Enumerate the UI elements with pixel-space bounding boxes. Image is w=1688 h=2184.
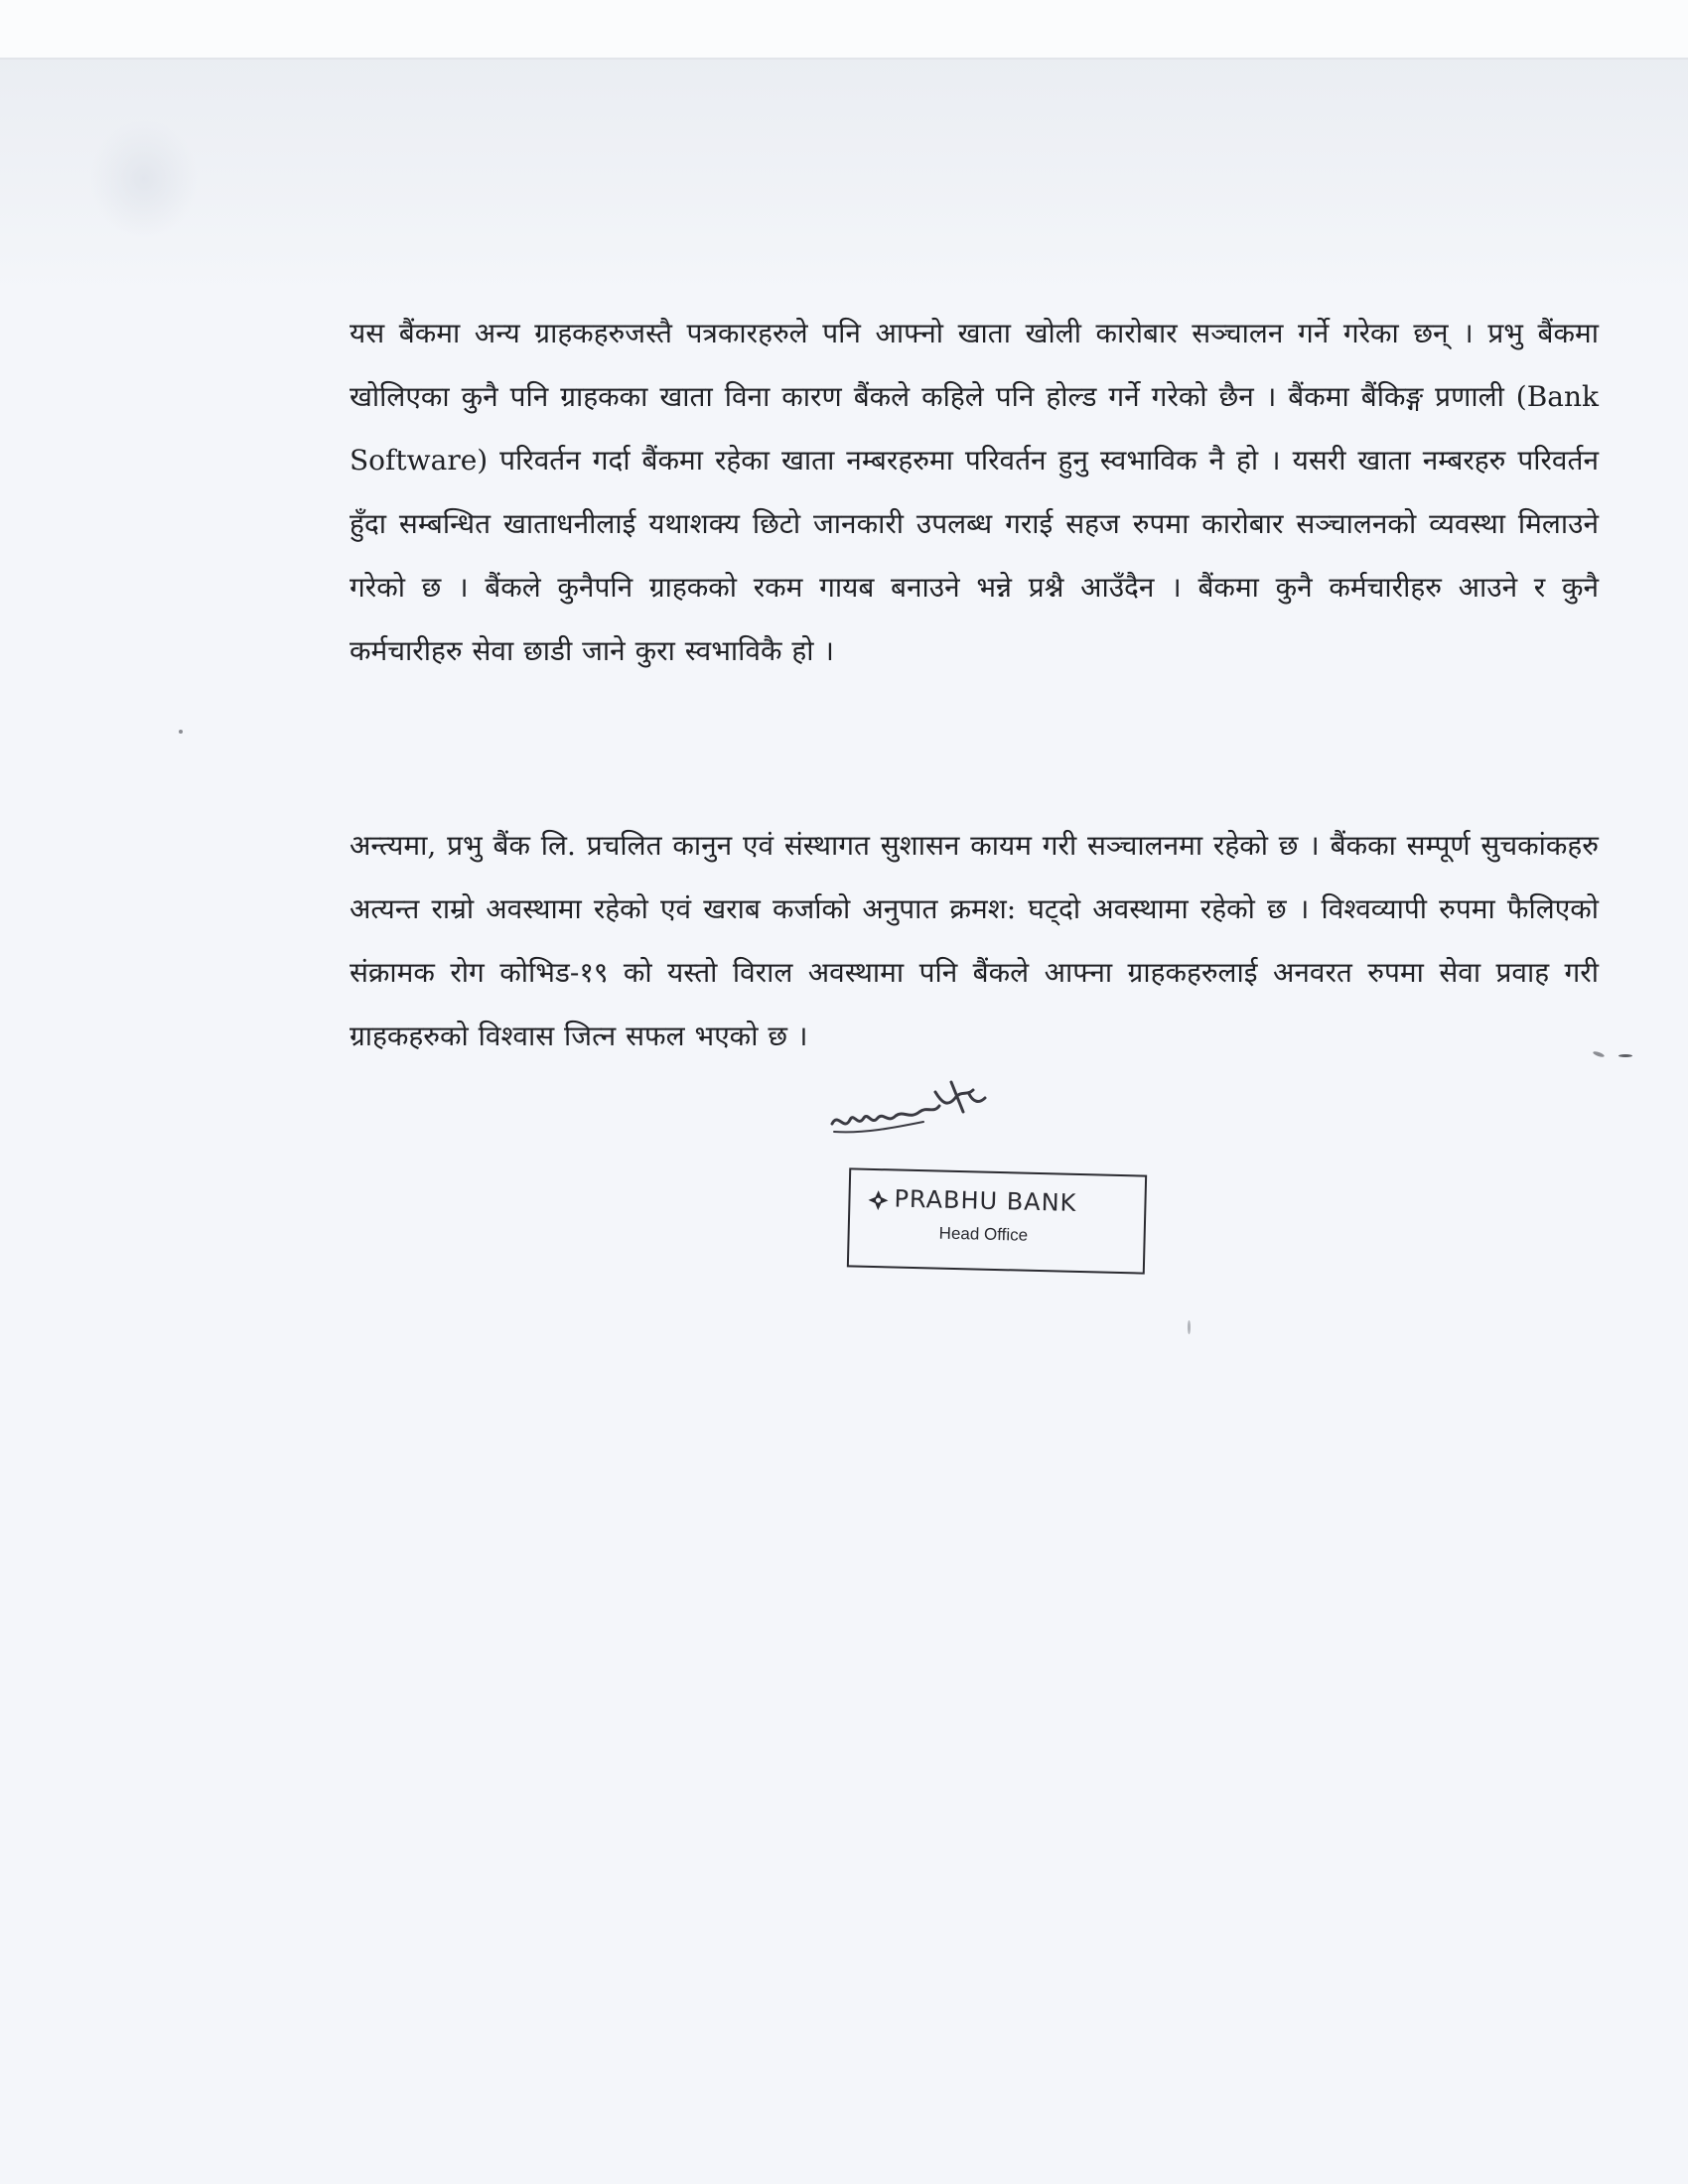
bank-stamp	[847, 1167, 1147, 1274]
scan-speck	[1618, 1054, 1632, 1057]
scan-speck	[179, 730, 183, 734]
scan-shadow	[0, 60, 1688, 298]
scan-speck	[1188, 1320, 1191, 1334]
handwritten-signature	[824, 1072, 993, 1152]
stamp-office-label: Head Office	[938, 1223, 1029, 1245]
stamp-bank-name: PRABHU BANK	[894, 1184, 1077, 1217]
scan-smudge	[89, 119, 199, 238]
body-paragraph-2: अन्त्यमा, प्रभु बैंक लि. प्रचलित कानुन एवं संस्थागत सुशासन कायम गरी सञ्चालनमा रहेको छ । बैंकका सम्पूर्ण सुचकांकहरु अत्यन्त राम्रो अवस्थामा रहेको एवं खराब कर्जाको अनुपात क्रमश: घट्दो अवस्थामा रहेको छ । विश्वव्यापी रुपमा फैलिएको संक्रामक रोग कोभिड-१९ को यस्तो विराल अवस्थामा पनि बैंकले आफ्ना ग्राहकहरुलाई अनवरत रुपमा सेवा प्रवाह गरी ग्राहकहरुको विश्वास जित्न सफल भएको छ ।	[350, 829, 1599, 1052]
stamp-border	[847, 1167, 1147, 1274]
body-paragraph-1: यस बैंकमा अन्य ग्राहकहरुजस्तै पत्रकारहरुले पनि आफ्नो खाता खोली कारोबार सञ्चालन गर्ने गरेका छन् । प्रभु बैंकमा खोलिएका कुनै पनि ग्राहकका खाता विना कारण बैंकले कहिले पनि होल्ड गर्ने गरेको छैन । बैंकमा बैंकिङ्ग प्रणाली (Bank Software) परिवर्तन गर्दा बैंकमा रहेका खाता नम्बरहरुमा परिवर्तन हुनु स्वभाविक नै हो । यसरी खाता नम्बरहरु परिवर्तन हुँदा सम्बन्धित खाताधनीलाई यथाशक्य छिटो जानकारी उपलब्ध गराई सहज रुपमा कारोबार सञ्चालनको व्यवस्था मिलाउने गरेको छ । बैंकले कुनैपनि ग्राहकको रकम गायब बनाउने भन्ने प्रश्नै आउँदैन । बैंकमा कुनै कर्मचारीहरु आउने र कुनै कर्मचारीहरु सेवा छाडी जाने कुरा स्वभाविकै हो ।	[350, 317, 1599, 667]
bank-logo-icon	[866, 1188, 891, 1213]
scan-top-edge	[0, 0, 1688, 60]
